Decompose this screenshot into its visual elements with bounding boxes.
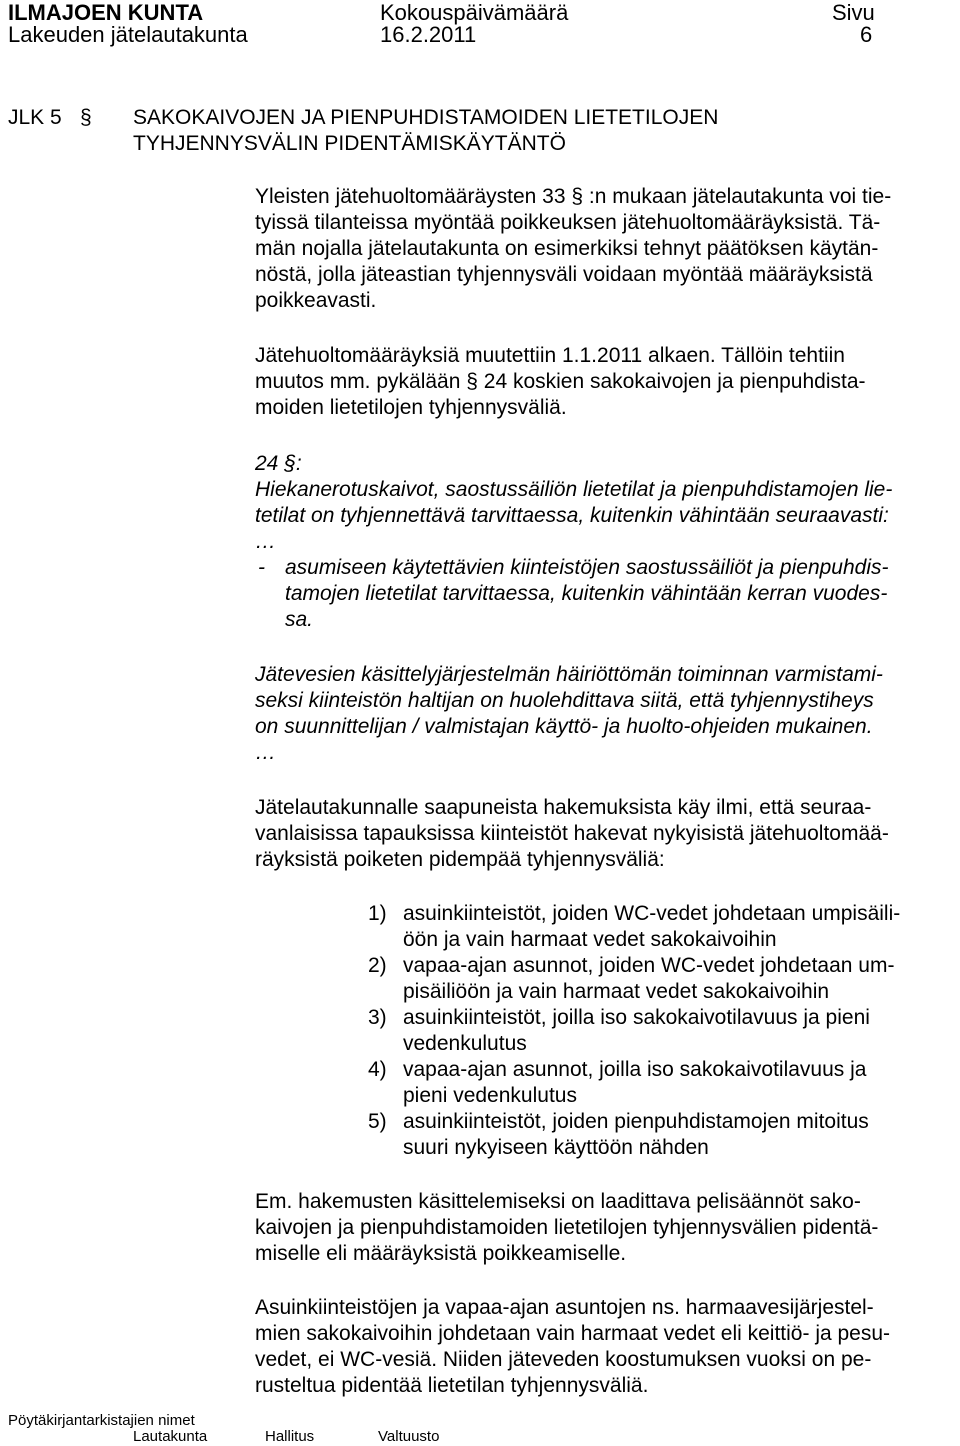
greywater-line: rusteltua pidentää lietetilan tyhjennysväliä. xyxy=(255,1374,649,1397)
intro-line: Yleisten jätehuoltomääräysten 33 § :n mukaan jätelautakunta voi tie- xyxy=(255,185,892,208)
case-line: asuinkiinteistöt, joilla iso sakokaivotilavuus ja pieni xyxy=(403,1006,870,1029)
intro-line: tyissä tilanteissa myöntää poikkeuksen jätehuoltomääräyksistä. Tä- xyxy=(255,211,881,234)
case-line: vapaa-ajan asunnot, joilla iso sakokaivotilavuus ja xyxy=(403,1058,867,1081)
footer-col-lautakunta: Lautakunta xyxy=(133,1428,208,1445)
section-title-line-1: SAKOKAIVOJEN JA PIENPUHDISTAMOIDEN LIETETILOJEN xyxy=(133,106,719,129)
header-page-label: Sivu xyxy=(832,0,875,25)
section-title-line-2: TYHJENNYSVÄLIN PIDENTÄMISKÄYTÄNTÖ xyxy=(133,132,566,155)
case-number: 2) xyxy=(368,954,387,977)
section-code: JLK 5 xyxy=(8,106,62,129)
footer-col-valtuusto: Valtuusto xyxy=(378,1428,440,1445)
case-number: 1) xyxy=(368,902,387,925)
greywater-line: mien sakokaivoihin johdetaan vain harmaat vedet eli keittiö- ja pesu- xyxy=(255,1322,891,1345)
case-number: 4) xyxy=(368,1058,387,1081)
quote-para-line: Jätevesien käsittelyjärjestelmän häiriöttömän toiminnan varmistami- xyxy=(255,663,883,686)
case-line: pieni vedenkulutus xyxy=(403,1084,577,1107)
header-org: ILMAJOEN KUNTA xyxy=(8,0,204,25)
case-line: öön ja vain harmaat vedet sakokaivoihin xyxy=(403,928,777,951)
change-line: moiden lietetilojen tyhjennysväliä. xyxy=(255,396,567,419)
section-sign: § xyxy=(80,106,92,129)
case-number: 5) xyxy=(368,1110,387,1133)
quote-para-line: on suunnittelijan / valmistajan käyttö- ja huolto-ohjeiden mukainen. xyxy=(255,715,873,738)
em-line: kaivojen ja pienpuhdistamoiden lietetilojen tyhjennysvälien pidentä- xyxy=(255,1216,879,1239)
quote-dash-line: sa. xyxy=(285,608,314,631)
case-number: 3) xyxy=(368,1006,387,1029)
quote-line: tetilat on tyhjennettävä tarvittaessa, kuitenkin vähintään seuraavasti: xyxy=(255,504,889,527)
change-line: Jätehuoltomääräyksiä muutettiin 1.1.2011 alkaen. Tällöin tehtiin xyxy=(255,344,845,367)
quote-para-line: seksi kiinteistön haltijan on huolehdittava siitä, että tyhjennystiheys xyxy=(255,689,874,712)
quote-dash-line: asumiseen käytettävien kiinteistöjen saostussäiliöt ja pienpuhdis- xyxy=(285,556,889,579)
header-committee: Lakeuden jätelautakunta xyxy=(8,22,248,47)
header-date: 16.2.2011 xyxy=(380,22,477,47)
footer-col-hallitus: Hallitus xyxy=(265,1428,315,1445)
intro-line: män nojalla jätelautakunta on esimerkiksi tehnyt päätöksen käytän- xyxy=(255,237,879,260)
case-line: asuinkiinteistöt, joiden pienpuhdistamojen mitoitus xyxy=(403,1110,869,1133)
quote-heading: 24 §: xyxy=(255,452,302,475)
greywater-line: Asuinkiinteistöjen ja vapaa-ajan asuntojen ns. harmaavesijärjestel- xyxy=(255,1296,874,1319)
intro-line: poikkeavasti. xyxy=(255,289,377,312)
quote-ellipsis: … xyxy=(255,741,276,764)
quote-line: Hiekanerotuskaivot, saostussäiliön lietetilat ja pienpuhdistamojen lie- xyxy=(255,478,893,501)
em-line: Em. hakemusten käsittelemiseksi on laadittava pelisäännöt sako- xyxy=(255,1190,861,1213)
header-date-label: Kokouspäivämäärä xyxy=(380,0,569,25)
case-line: vapaa-ajan asunnot, joiden WC-vedet johdetaan um- xyxy=(403,954,895,977)
quote-dash: - xyxy=(258,556,265,579)
em-line: miselle eli määräyksistä poikkeamiselle. xyxy=(255,1242,627,1265)
case-line: pisäiliöön ja vain harmaat vedet sakokaivoihin xyxy=(403,980,830,1003)
change-line: muutos mm. pykälään § 24 koskien sakokaivojen ja pienpuhdista- xyxy=(255,370,866,393)
footer-label: Pöytäkirjantarkistajien nimet xyxy=(8,1412,195,1429)
quote-ellipsis: … xyxy=(255,530,276,553)
case-line: suuri nykyiseen käyttöön nähden xyxy=(403,1136,709,1159)
case-line: asuinkiinteistöt, joiden WC-vedet johdetaan umpisäili- xyxy=(403,902,901,925)
intro-line: nöstä, jolla jäteastian tyhjennysväli voidaan myöntää määräyksistä xyxy=(255,263,873,286)
quote-dash-line: tamojen lietetilat tarvittaessa, kuitenkin vähintään kerran vuodes- xyxy=(285,582,888,605)
greywater-line: vedet, ei WC-vesiä. Niiden jäteveden koostumuksen vuoksi on pe- xyxy=(255,1348,872,1371)
case-line: vedenkulutus xyxy=(403,1032,527,1055)
applications-line: vanlaisissa tapauksissa kiinteistöt hakevat nykyisistä jätehuoltomää- xyxy=(255,822,889,845)
applications-line: Jätelautakunnalle saapuneista hakemuksista käy ilmi, että seuraa- xyxy=(255,796,872,819)
header-page-number: 6 xyxy=(860,22,873,47)
applications-line: räyksistä poiketen pidempää tyhjennysväliä: xyxy=(255,848,665,871)
